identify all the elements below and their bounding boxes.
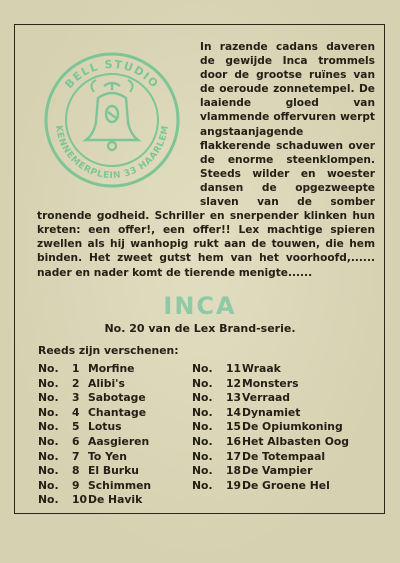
item-title: Morfine <box>88 362 135 375</box>
list-item <box>38 435 151 450</box>
item-prefix: No. <box>192 362 213 375</box>
item-number: 19 <box>226 478 242 492</box>
item-title: Sabotage <box>88 391 146 405</box>
item-prefix: No. <box>38 391 59 405</box>
item-title: De Totempaal <box>242 449 326 463</box>
item-prefix: No. <box>38 362 59 375</box>
item-prefix: No. <box>38 449 59 463</box>
item-prefix: No. <box>192 464 213 478</box>
list-item <box>192 406 349 421</box>
list-item <box>192 362 349 377</box>
item-prefix: No. <box>38 420 59 434</box>
list-item <box>38 420 151 435</box>
item-prefix: No. <box>192 434 213 448</box>
item-title: De Opiumkoning <box>242 420 343 434</box>
item-prefix: No. <box>38 376 59 390</box>
item-number: 15 <box>226 420 242 434</box>
item-title: Het Albasten Oog <box>242 434 350 448</box>
item-number: 11 <box>226 362 242 375</box>
item-number: 18 <box>226 464 242 478</box>
item-prefix: No. <box>192 449 213 463</box>
item-number: 3 <box>72 391 80 405</box>
stamp-bottom-text: KENNEMERPLEIN 33 HAARLEM <box>53 124 172 182</box>
item-prefix: No. <box>38 493 59 507</box>
item-prefix: No. <box>38 434 59 448</box>
item-prefix: No. <box>192 405 213 419</box>
item-number: 6 <box>72 434 80 448</box>
item-prefix: No. <box>38 478 59 492</box>
item-number: 10 <box>72 493 88 507</box>
list-item <box>38 450 151 465</box>
item-title: Verraad <box>242 391 291 405</box>
list-item <box>38 493 151 508</box>
item-number: 8 <box>72 464 80 478</box>
list-item <box>192 450 349 465</box>
stamp-top-text: BELL STUDIO <box>62 57 162 92</box>
list-item <box>192 464 349 479</box>
item-title: De Havik <box>88 493 143 507</box>
list-item <box>38 464 151 479</box>
list-heading: Reeds zijn verschenen: <box>38 344 179 357</box>
item-title: De Groene Hel <box>242 478 330 492</box>
item-title: Monsters <box>242 376 299 390</box>
story-paragraph <box>37 40 375 280</box>
item-prefix: No. <box>192 478 213 492</box>
item-title: Lotus <box>88 420 122 434</box>
titles-column-left <box>38 362 151 508</box>
item-number: 2 <box>72 376 80 390</box>
item-number: 4 <box>72 405 80 419</box>
item-number: 14 <box>226 405 242 419</box>
item-title: Alibi's <box>88 376 125 390</box>
list-item <box>192 435 349 450</box>
item-prefix: No. <box>38 464 59 478</box>
item-title: Wraak <box>242 362 281 375</box>
series-line: No. 20 van de Lex Brand-serie. <box>104 322 296 335</box>
list-item <box>38 391 151 406</box>
story-text: In razende cadans daveren de gewijde Inca trommels door de grootse ruïnes van de oeroude zonnetempel. De laaiende gloed van vlammende offervuren werpt angstaanjagende flakkerende schaduwen over de enorme steenklompen. Steeds wilder en woester dansen de opgezweepte slaven van de somber tronende godheid. Schriller en snerpender klinken hun kreten: een offer!, een offer!! Lex machtige spieren zwellen als hij wanhopig rukt aan de touwen, die hem binden. Het zweet gutst hem van het voorhoofd,...... nader en nader komt de tierende menigte...... <box>37 41 375 279</box>
item-prefix: No. <box>192 420 213 434</box>
item-title: El Burku <box>88 464 139 478</box>
item-title: Aasgieren <box>88 434 150 448</box>
list-item <box>38 362 151 377</box>
item-prefix: No. <box>38 405 59 419</box>
item-number: 13 <box>226 391 242 405</box>
item-prefix: No. <box>192 376 213 390</box>
item-title: Chantage <box>88 405 147 419</box>
list-item <box>38 479 151 494</box>
item-number: 16 <box>226 434 242 448</box>
item-number: 1 <box>72 362 80 375</box>
item-number: 5 <box>72 420 80 434</box>
item-title: De Vampier <box>242 464 313 478</box>
item-title: Schimmen <box>88 478 152 492</box>
list-item <box>192 391 349 406</box>
list-item <box>192 377 349 392</box>
list-item <box>192 479 349 494</box>
item-prefix: No. <box>192 391 213 405</box>
list-item <box>38 377 151 392</box>
titles-column-right <box>192 362 349 493</box>
book-title: INCA <box>163 292 237 320</box>
item-number: 17 <box>226 449 242 463</box>
list-item <box>192 420 349 435</box>
item-number: 12 <box>226 376 242 390</box>
item-title: Dynamiet <box>242 405 301 419</box>
item-number: 9 <box>72 478 80 492</box>
list-item <box>38 406 151 421</box>
item-number: 7 <box>72 449 80 463</box>
item-title: To Yen <box>88 449 127 463</box>
